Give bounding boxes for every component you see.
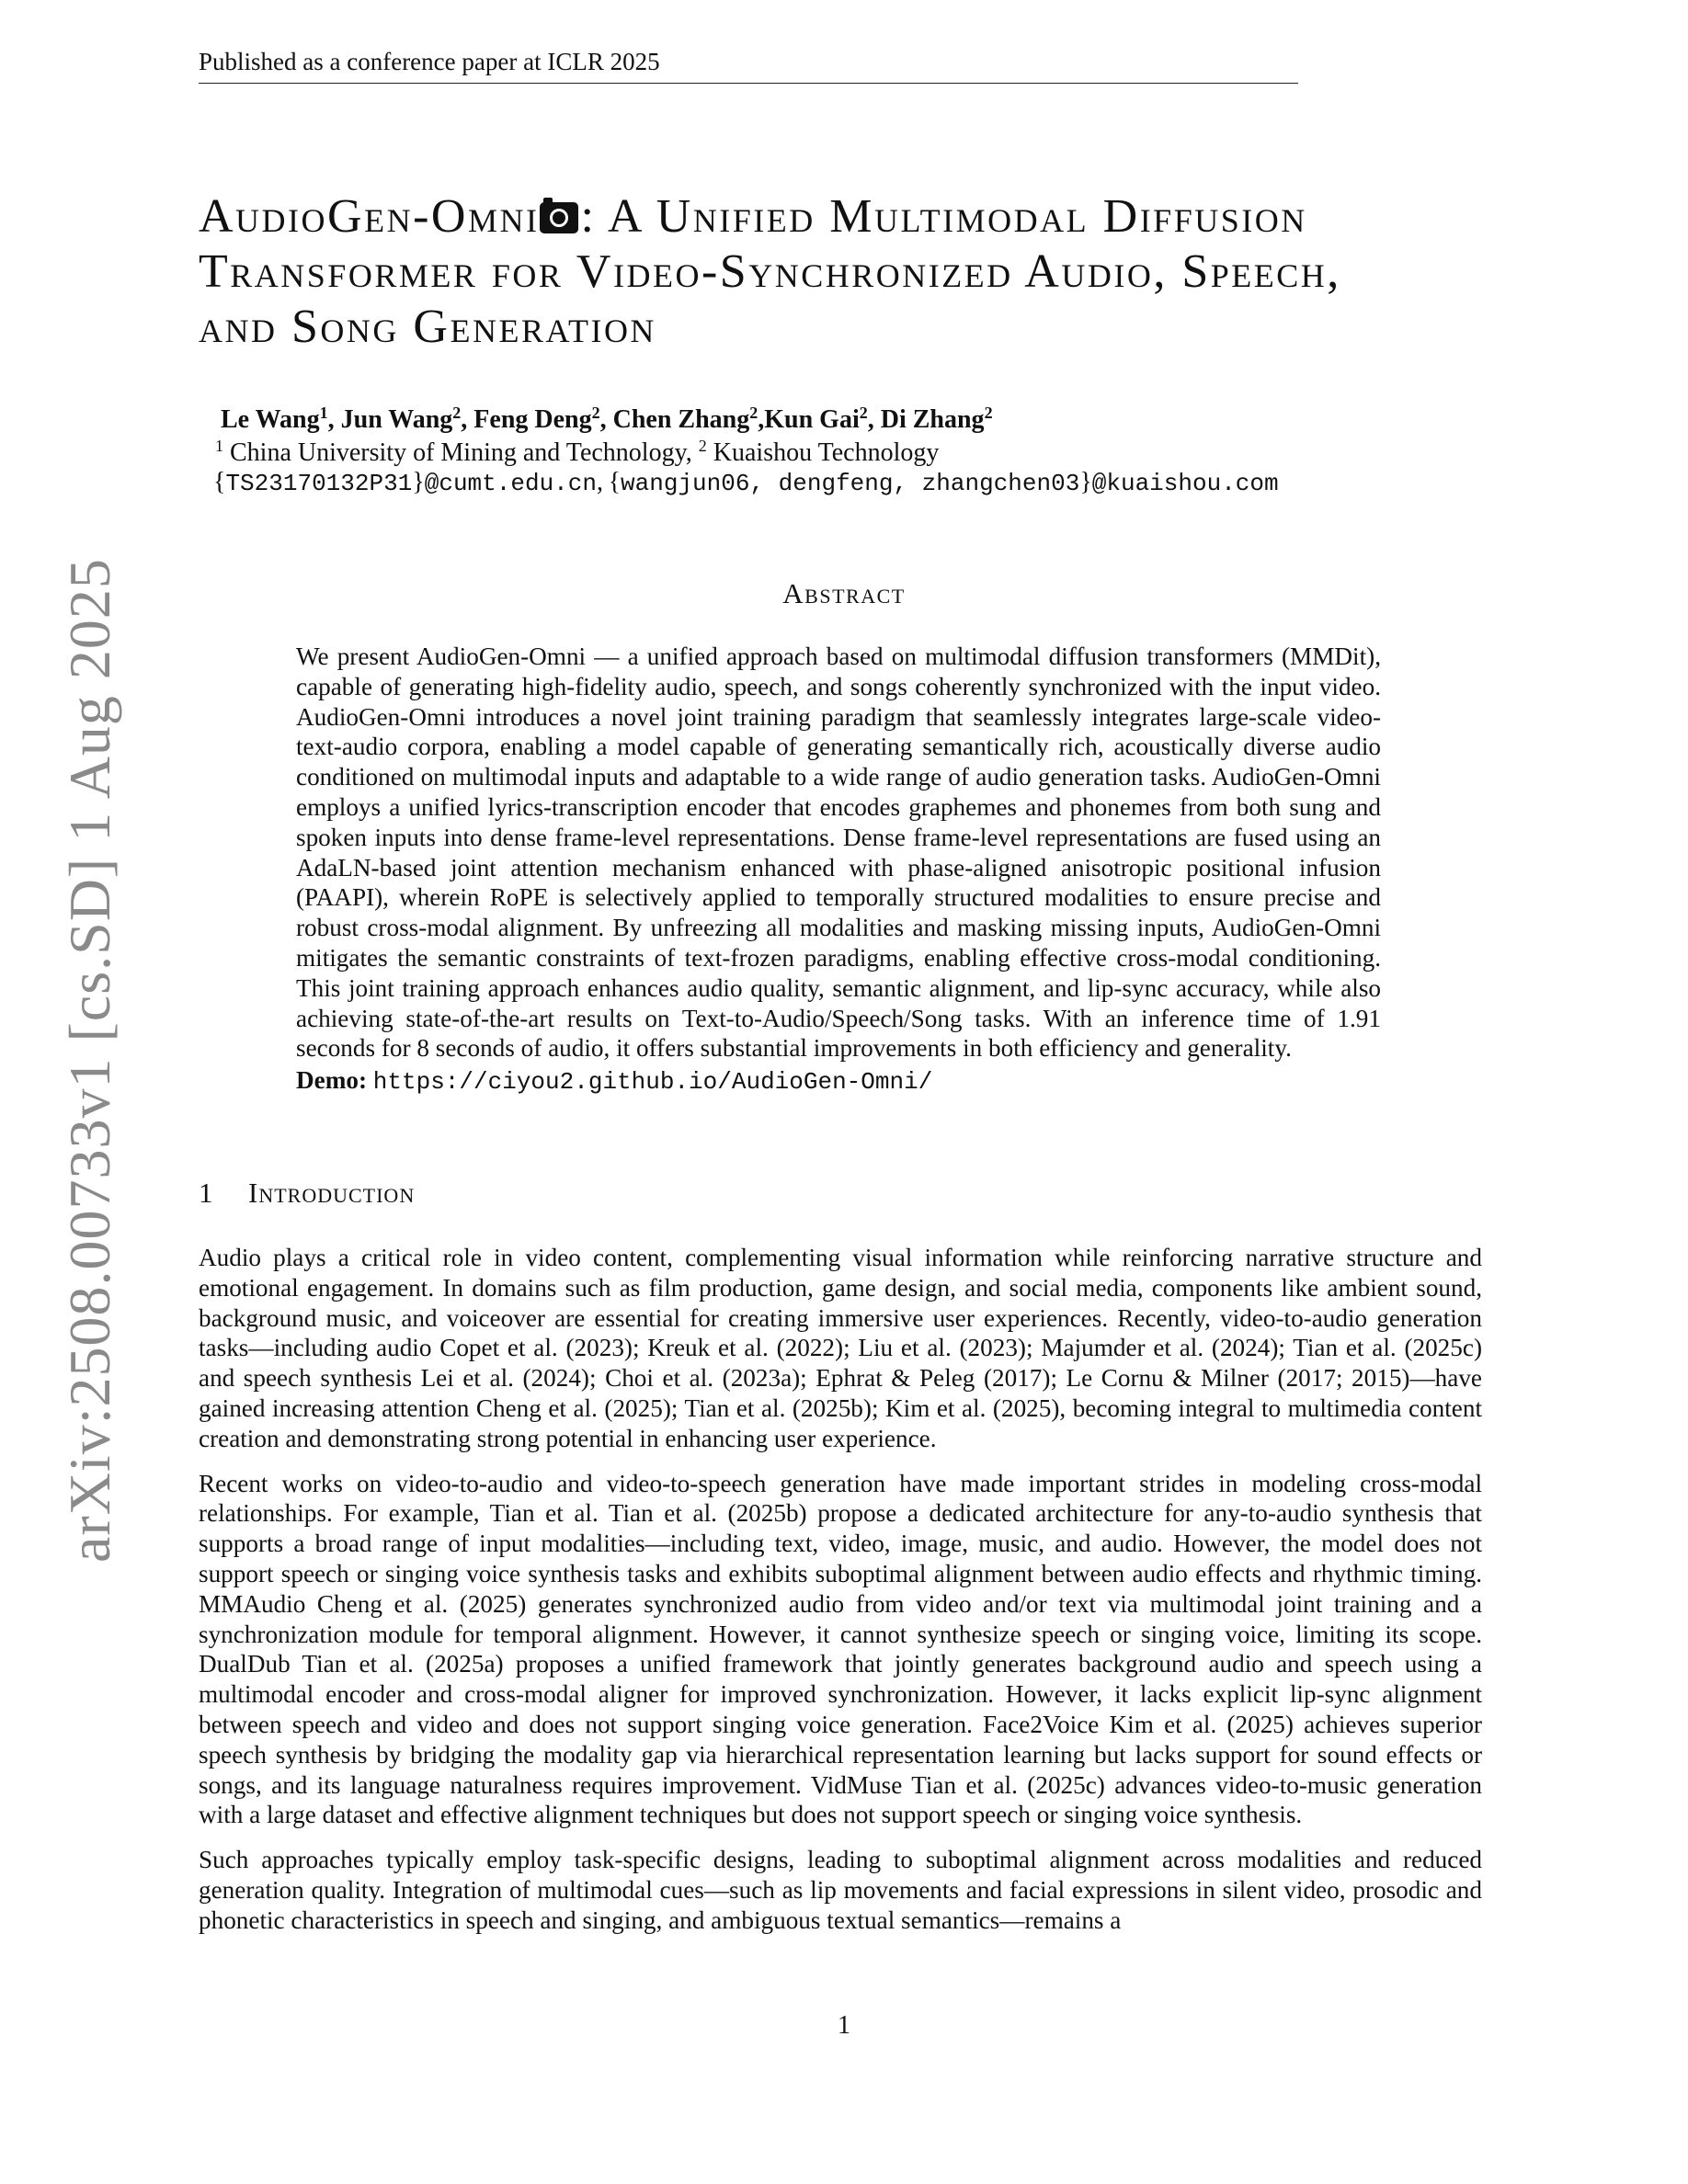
affiliation-institution: Kuaishou Technology	[706, 438, 940, 467]
body-paragraph: Audio plays a critical role in video content, complementing visual information while reinforcing narrative structure and emotional engagement. In domains such as film production, game design, and social media, components like ambient sound, background music, and voiceover are essential for creating immersive user experiences. Recently, video-to-audio generation tasks—including audio Copet et al. (2023); Kreuk et al. (2022); Liu et al. (2023); Majumder et al. (2024); Tian et al. (2025c) and speech synthesis Lei et al. (2024); Choi et al. (2023a); Ephrat & Peleg (2017); Le Cornu & Milner (2017; 2015)—have gained increasing attention Cheng et al. (2025); Tian et al. (2025b); Kim et al. (2025), becoming integral to multimedia content creation and demonstrating strong potential in enhancing user experience.	[199, 1244, 1482, 1452]
camera-icon	[540, 202, 578, 233]
affiliation-institution: China University of Mining and Technology,	[223, 438, 699, 467]
affiliation-mark: 1	[215, 437, 223, 455]
title-line-2: Transformer for Video-Synchronized Audio, Speech,	[199, 245, 1341, 298]
demo-link[interactable]: https://ciyou2.github.io/AudioGen-Omni/	[372, 1068, 933, 1097]
email-user: TS23170132P31	[225, 470, 413, 497]
abstract-heading: Abstract	[782, 577, 906, 609]
title-line-3: and Song Generation	[199, 301, 656, 353]
author-name: Kun Gai	[764, 405, 860, 434]
author-affiliation-mark: 2	[591, 404, 600, 422]
abstract-body	[296, 642, 1381, 1098]
author-separator: ,	[327, 405, 341, 434]
author-name: Le Wang	[221, 405, 320, 434]
author-separator: ,	[599, 405, 613, 434]
email-domain: @cumt.edu.cn	[424, 470, 597, 497]
demo-line	[296, 1065, 1381, 1098]
email-users: wangjun06, dengfeng, zhangchen03	[621, 470, 1080, 497]
arxiv-identifier: arXiv:2508.00733v1 [cs.SD] 1 Aug 2025	[57, 558, 122, 1563]
author-affiliation-mark: 2	[452, 404, 462, 422]
author-list	[221, 404, 993, 436]
title-model-name: AudioGen-Omni	[199, 190, 540, 243]
body-paragraph: Recent works on video-to-audio and video-to-speech generation have made important strides in modeling cross-modal relationships. For example, Tian et al. Tian et al. (2025b) propose a dedicated architecture for any-to-audio synthesis that supports a broad range of input modalities—including text, video, image, music, and audio. However, the model does not support speech or singing voice synthesis tasks and exhibits suboptimal alignment between audio effects and rhythmic timing. MMAudio Cheng et al. (2025) generates synchronized audio from video and/or text via multimodal joint training and a synchronization module for temporal alignment. However, it cannot synthesize speech or singing voice, limiting its scope. DualDub Tian et al. (2025a) proposes a unified framework that jointly generates background audio and speech using a multimodal encoder and cross-modal aligner for improved synchronization. However, it lacks explicit lip-sync alignment between speech and video and does not support singing voice generation. Face2Voice Kim et al. (2025) achieves superior speech synthesis by bridging the modality gap via hierarchical representation learning but lacks support for sound effects or songs, and its language naturalness requires improvement. VidMuse Tian et al. (2025c) advances video-to-music generation with a large dataset and effective alignment techniques but does not support speech or singing voice synthesis.	[199, 1469, 1482, 1829]
author-affiliation-mark: 2	[984, 404, 993, 422]
body-paragraph: Such approaches typically employ task-specific designs, leading to suboptimal alignment across modalities and reduced generation quality. Integration of multimodal cues—such as lip movements and facial expressions in silent video, prosodic and phonetic characteristics in speech and singing, and ambiguous textual semantics—remains a	[199, 1846, 1482, 1934]
section-title: Introduction	[248, 1177, 416, 1209]
title-line-1	[199, 189, 1486, 245]
author-name: Feng Deng	[473, 405, 592, 434]
running-head: Published as a conference paper at ICLR 2025	[199, 46, 1298, 84]
email-domain: @kuaishou.com	[1091, 470, 1279, 497]
section-heading	[199, 1177, 415, 1210]
affiliations	[215, 438, 939, 469]
author-separator: ,	[758, 405, 765, 434]
author-affiliation-mark: 2	[749, 404, 758, 422]
author-name: Chen Zhang	[612, 405, 750, 434]
author-name: Di Zhang	[880, 405, 985, 434]
page-number: 1	[838, 2011, 850, 2040]
section-number: 1	[199, 1177, 214, 1209]
demo-label: Demo:	[296, 1066, 367, 1095]
affiliation-mark: 2	[698, 437, 707, 455]
author-separator: ,	[867, 405, 881, 434]
author-separator: ,	[461, 405, 474, 434]
author-affiliation-mark: 2	[859, 404, 868, 422]
introduction-body	[199, 1243, 1482, 1951]
abstract-text: We present AudioGen-Omni — a unified approach based on multimodal diffusion transformers (MMDit), capable of generating high-fidelity audio, speech, and songs coherently synchronized with the input video. AudioGen-Omni introduces a novel joint training paradigm that seamlessly integrates large-scale video-text-audio corpora, enabling a model capable of generating semantically rich, acoustically diverse audio conditioned on multimodal inputs and adaptable to a wide range of audio generation tasks. AudioGen-Omni employs a unified lyrics-transcription encoder that encodes graphemes and phonemes from both sung and spoken inputs into dense frame-level representations. Dense frame-level representations are fused using an AdaLN-based joint attention mechanism enhanced with phase-aligned anisotropic positional infusion (PAAPI), wherein RoPE is selectively applied to temporally structured modalities to ensure precise and robust cross-modal alignment. By unfreezing all modalities and masking missing inputs, AudioGen-Omni mitigates the semantic constraints of text-frozen paradigms, enabling effective cross-modal conditioning. This joint training approach enhances audio quality, semantic alignment, and lip-sync accuracy, while also achieving state-of-the-art results on Text-to-Audio/Speech/Song tasks. With an inference time of 1.91 seconds for 8 seconds of audio, it offers substantial improvements in both efficiency and generality.	[296, 643, 1381, 1063]
title-line-1-rest: : A Unified Multimodal Diffusion	[580, 190, 1307, 243]
paper-title	[199, 189, 1486, 355]
author-name: Jun Wang	[340, 405, 453, 434]
author-affiliation-mark: 1	[319, 404, 328, 422]
author-emails: {TS23170132P31}@cumt.edu.cn, {wangjun06, dengfeng, zhangchen03}@kuaishou.com	[213, 468, 1279, 497]
